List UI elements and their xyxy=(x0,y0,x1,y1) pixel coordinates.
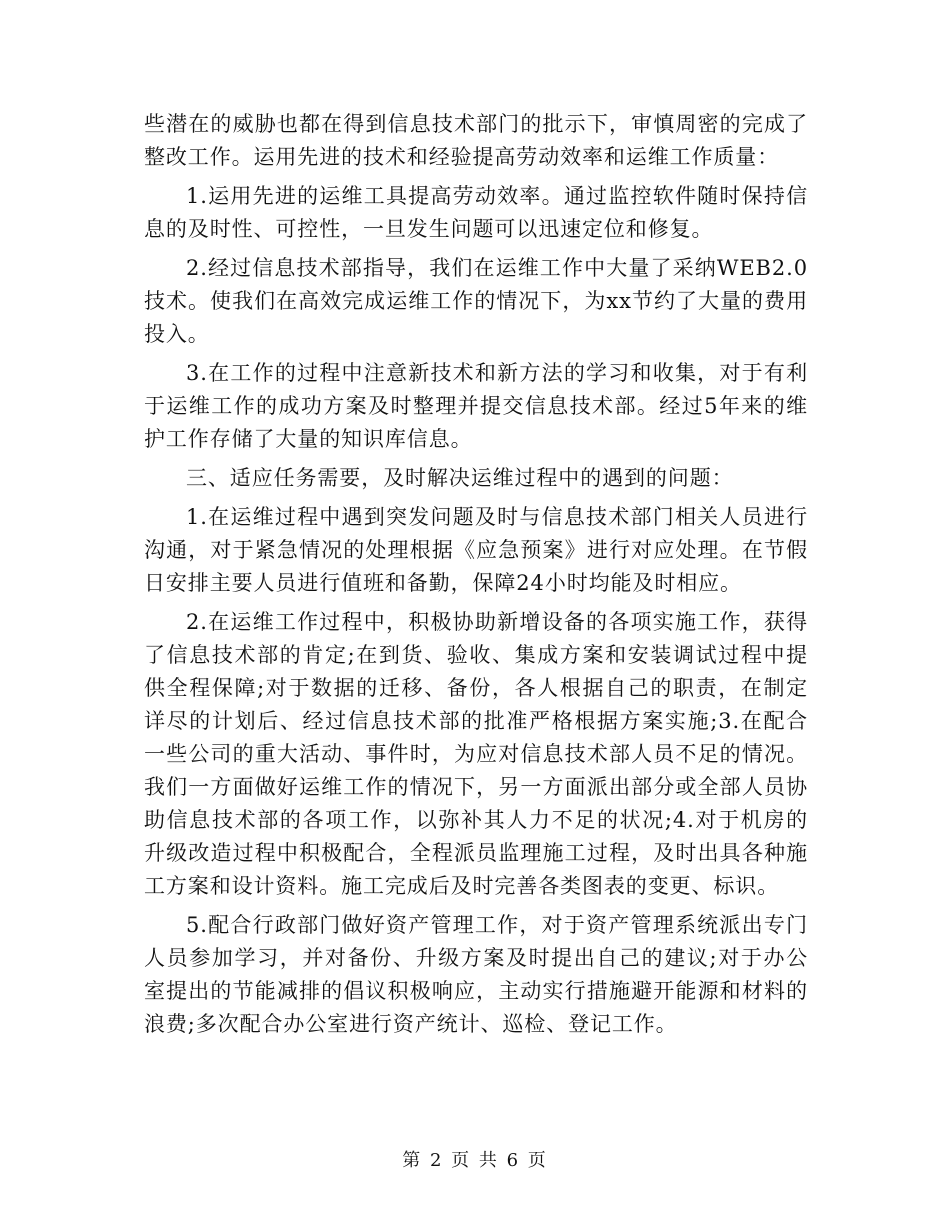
paragraph-continuation: 些潜在的威胁也都在得到信息技术部门的批示下，审慎周密的完成了整改工作。运用先进的技术和经验提高劳动效率和运维工作质量： xyxy=(144,112,808,169)
paragraph-section3-item-5: 5.配合行政部门做好资产管理工作，对于资产管理系统派出专门人员参加学习，并对备份、升级方案及时提出自己的建议;对于办公室提出的节能减排的倡议积极响应，主动实行措施避开能源和材料的浪费;多次配合办公室进行资产统计、巡检、登记工作。 xyxy=(144,913,808,1036)
document-body xyxy=(144,108,808,1047)
paragraph-section3-item-1: 1.在运维过程中遇到突发问题及时与信息技术部门相关人员进行沟通，对于紧急情况的处理根据《应急预案》进行对应处理。在节假日安排主要人员进行值班和备勤，保障24小时均能及时相应。 xyxy=(144,505,808,595)
paragraph-item-3: 3.在工作的过程中注意新技术和新方法的学习和收集，对于有利于运维工作的成功方案及时整理并提交信息技术部。经过5年来的维护工作存储了大量的知识库信息。 xyxy=(144,361,808,451)
page-footer: 第 2 页 共 6 页 xyxy=(402,1150,548,1171)
paragraph-item-2: 2.经过信息技术部指导，我们在运维工作中大量了采纳WEB2.0技术。使我们在高效完成运维工作的情况下，为xx节约了大量的费用投入。 xyxy=(144,256,808,346)
section-heading-3: 三、适应任务需要，及时解决运维过程中的遇到的问题： xyxy=(186,466,734,490)
paragraph-section3-item-2: 2.在运维工作过程中，积极协助新增设备的各项实施工作，获得了信息技术部的肯定;在到货、验收、集成方案和安装调试过程中提供全程保障;对于数据的迁移、备份，各人根据自己的职责，在制定详尽的计划后、经过信息技术部的批准严格根据方案实施;3.在配合一些公司的重大活动、事件时，为应对信息技术部人员不足的情况。我们一方面做好运维工作的情况下，另一方面派出部分或全部人员协助信息技术部的各项工作，以弥补其人力不足的状况;4.对于机房的升级改造过程中积极配合，全程派员监理施工过程，及时出具各种施工方案和设计资料。施工完成后及时完善各类图表的变更、标识。 xyxy=(144,610,808,898)
paragraph-item-1: 1.运用先进的运维工具提高劳动效率。通过监控软件随时保持信息的及时性、可控性，一旦发生问题可以迅速定位和修复。 xyxy=(144,184,808,241)
